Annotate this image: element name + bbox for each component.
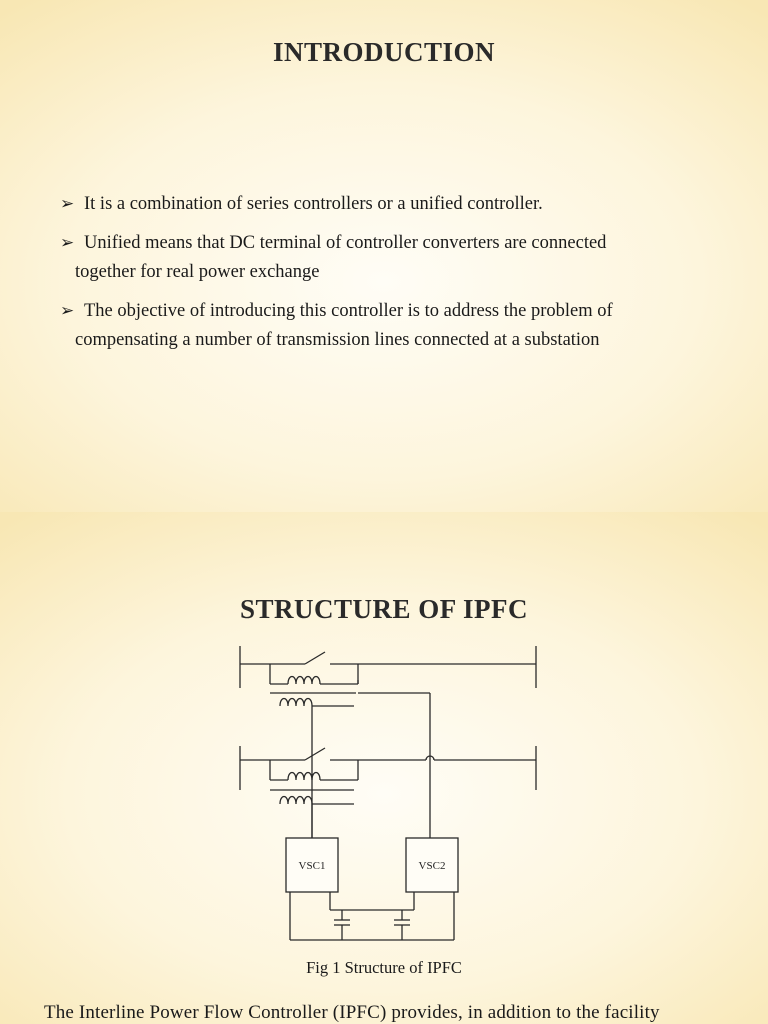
- transmission-line-2: [240, 746, 536, 804]
- transmission-line-1: [240, 646, 536, 706]
- body-text: The Interline Power Flow Controller (IPFC) provides, in addition to the facility: [44, 1002, 660, 1023]
- bullet-item: [58, 190, 720, 219]
- bullet-item: [58, 229, 720, 287]
- vsc2-label: VSC2: [418, 860, 446, 872]
- vsc1-converter: [286, 838, 338, 892]
- slide-title: STRUCTURE OF IPFC: [239, 594, 529, 624]
- bullet-list: [58, 190, 720, 365]
- bullet-text: Unified means that DC terminal of controller converters are connected: [84, 233, 607, 253]
- arrow-bullet-icon: ➢: [60, 233, 75, 253]
- bullet-text: It is a combination of series controllers or a unified controller.: [84, 194, 543, 214]
- bullet-text: The objective of introducing this controller is to address the problem of: [84, 301, 613, 321]
- arrow-bullet-icon: ➢: [60, 194, 75, 214]
- figure-caption: Fig 1 Structure of IPFC: [306, 958, 462, 977]
- bullet-text-continued: compensating a number of transmission lines connected at a substation: [75, 330, 600, 350]
- bullet-text-continued: together for real power exchange: [75, 262, 320, 282]
- arrow-bullet-icon: ➢: [60, 301, 75, 321]
- bullet-item: [58, 297, 720, 355]
- vsc2-converter: [406, 838, 458, 892]
- slide-structure: [0, 512, 768, 1024]
- vsc1-label: VSC1: [298, 860, 326, 872]
- ipfc-circuit-diagram: [230, 640, 550, 952]
- dc-link: [290, 892, 454, 940]
- slide-title: INTRODUCTION: [272, 37, 496, 67]
